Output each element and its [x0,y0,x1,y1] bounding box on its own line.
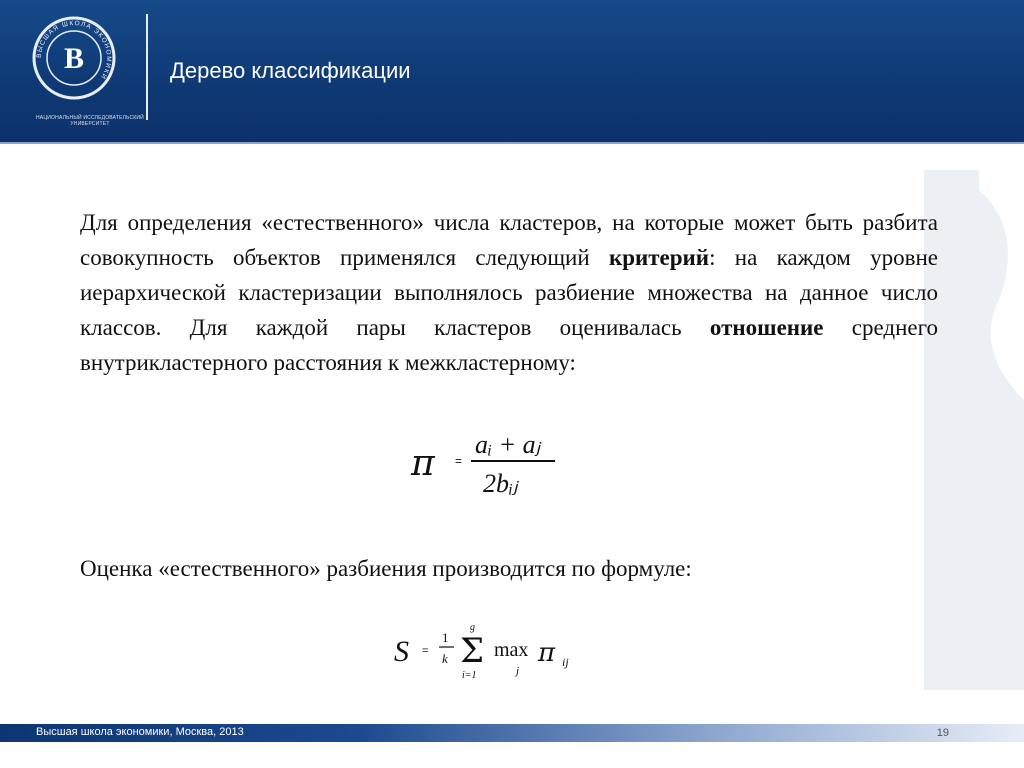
slide-header [0,0,1024,142]
svg-text:В: В [63,42,85,75]
formula2-sum-lower: i=1 [462,670,477,681]
body-paragraph [80,205,938,380]
footer-text: Высшая школа экономики, Москва, 2013 [36,726,244,738]
slide-title: Дерево классификации [170,58,411,83]
estimate-text: Оценка «естественного» разбиения производится по формуле: [80,556,692,581]
formula-s [390,616,600,686]
para-bold-ratio: отношение [709,315,824,340]
formula1-eq: = [455,454,463,468]
para-text-1: Для определения «естественного» числа кластеров, на которые может быть разбита совокупность объектов применялся следующий [80,210,938,270]
hse-emblem-icon [18,12,130,124]
formula1-numerator: aᵢ + aⱼ [475,430,541,459]
formula2-lhs: S [394,635,409,668]
formula2-sum-upper: g [470,622,475,633]
formula2-frac-num: 1 [442,630,449,645]
slide-footer [0,724,1024,742]
formula1-lhs: π [411,443,435,484]
para-text-2: : на каждом уровне иерархической кластеризации выполнялось разбиение множества на данное число классов. Для каждой пары кластеров оценивалась [80,245,938,340]
formula2-eq: = [422,645,429,657]
formula2-max: max [494,639,529,661]
para-text-3: среднего внутрикластерного расстояния к межкластерному: [80,315,938,375]
hse-logo [18,12,144,127]
header-underline [0,142,1024,144]
svg-text:ВЫСШАЯ ШКОЛА ЭКОНОМИКИ: ВЫСШАЯ ШКОЛА ЭКОНОМИКИ [35,19,113,81]
formula2-pi-sub: ij [562,655,569,669]
logo-caption: НАЦИОНАЛЬНЫЙ ИССЛЕДОВАТЕЛЬСКИЙ УНИВЕРСИТЕТ [36,115,144,127]
formula2-frac-den: k [442,651,448,666]
formula-pi [405,420,565,506]
formula2-max-sub: j [516,665,520,677]
sum-icon: Σ [460,631,485,671]
page-number: 19 [936,727,949,739]
header-divider [146,14,148,120]
formula1-denominator: 2bᵢⱼ [483,469,518,498]
para-bold-criterion: критерий [608,245,710,270]
formula2-pi: π [538,638,556,668]
